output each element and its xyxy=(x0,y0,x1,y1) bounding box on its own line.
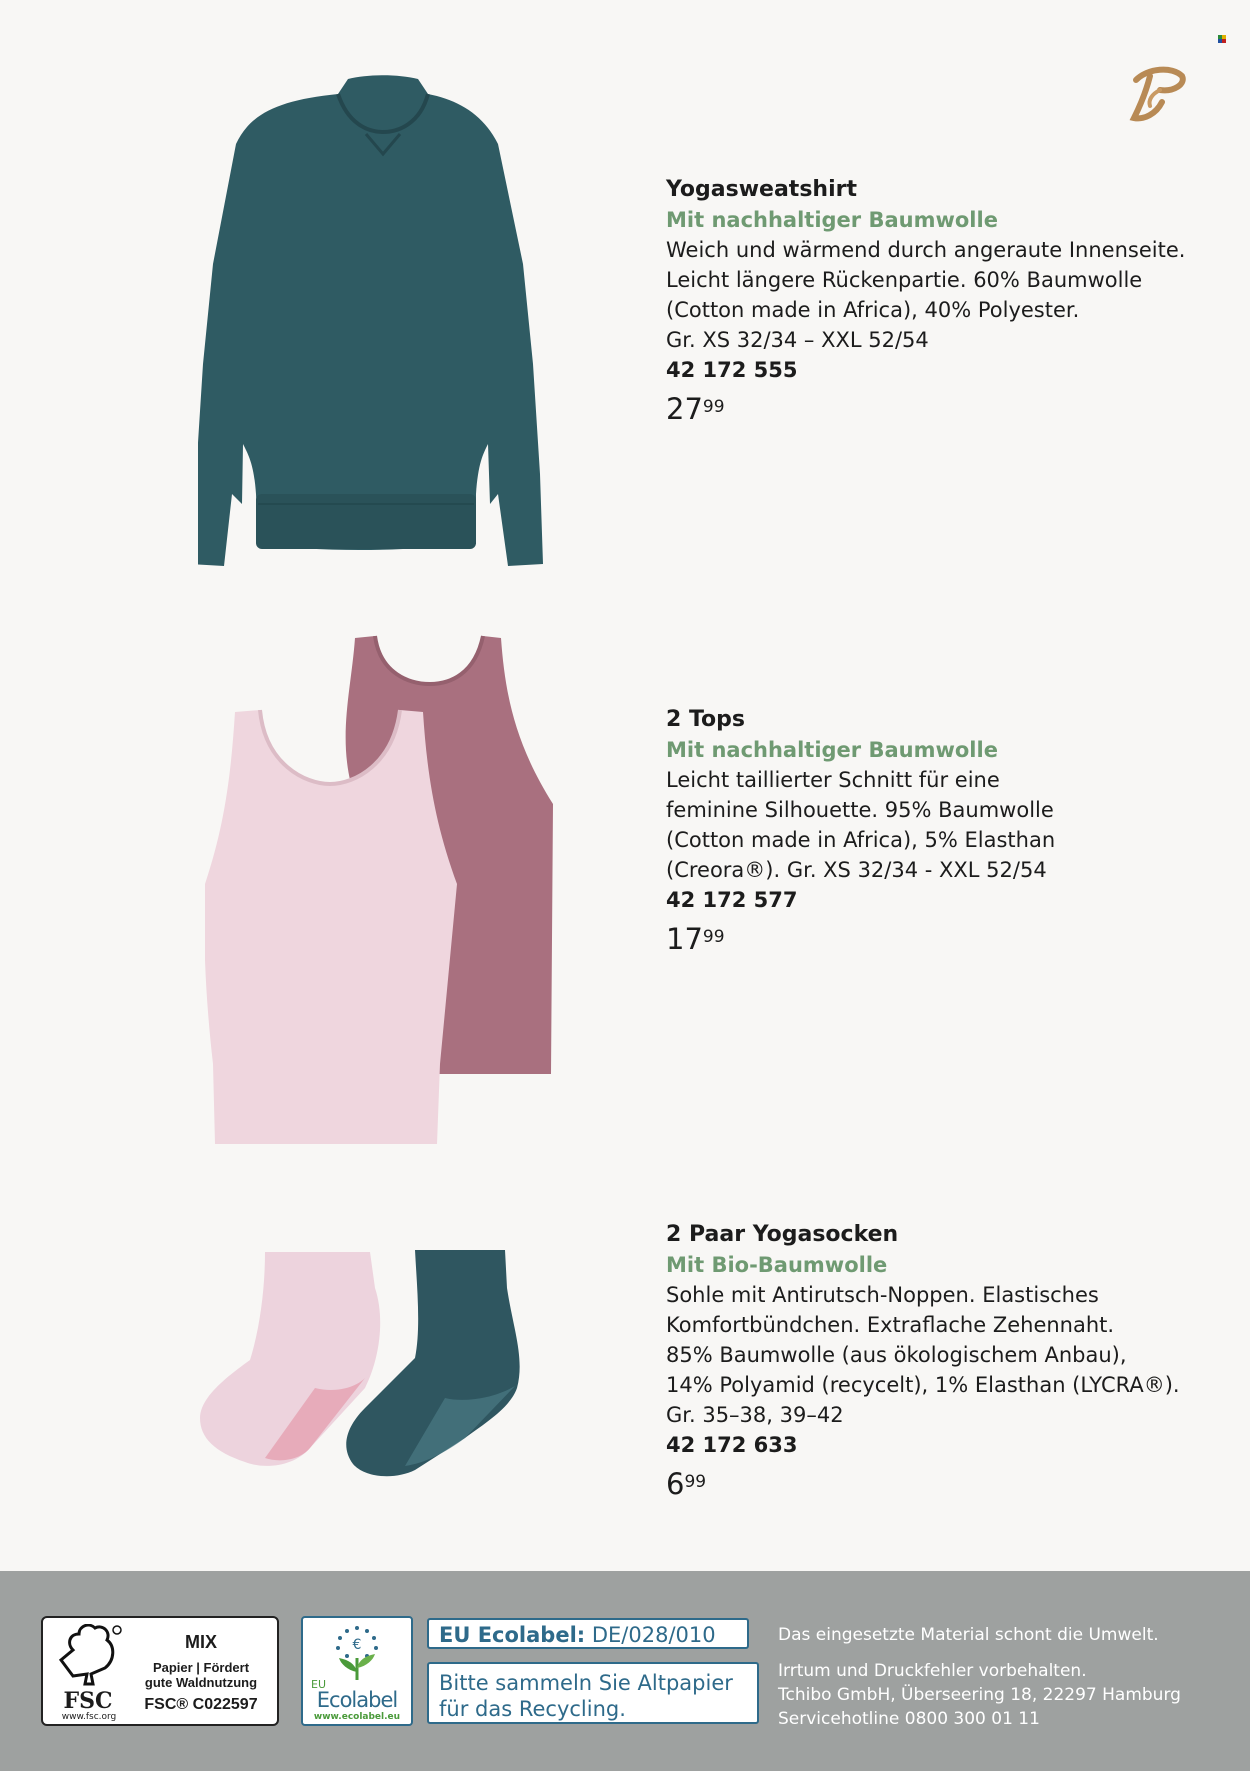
tchibo-logo-icon xyxy=(1126,62,1186,124)
footer-info-disclaimer: Irrtum und Druckfehler vorbehalten. xyxy=(778,1661,1087,1681)
recycling-box xyxy=(427,1662,759,1724)
ecolabel-code-label: EU Ecolabel: xyxy=(439,1623,586,1647)
product-subtitle: Mit nachhaltiger Baumwolle xyxy=(666,208,998,232)
ecolabel-code-value: DE/028/010 xyxy=(591,1623,716,1647)
product-title: 2 Paar Yogasocken xyxy=(666,1222,899,1247)
product-description-line: Gr. 35–38, 39–42 xyxy=(666,1403,844,1427)
ecolabel-url: www.ecolabel.eu xyxy=(313,1712,401,1722)
price-cents: 99 xyxy=(702,927,725,947)
footer-info-address: Tchibo GmbH, Überseering 18, 22297 Hamburg xyxy=(778,1685,1181,1705)
svg-text:€: € xyxy=(352,1637,362,1653)
product-subtitle: Mit nachhaltiger Baumwolle xyxy=(666,738,998,762)
ecolabel-name: Ecolabel xyxy=(316,1688,398,1712)
recycling-text-1: Bitte sammeln Sie Altpapier xyxy=(439,1671,733,1695)
product-description-line: (Cotton made in Africa), 5% Elasthan xyxy=(666,828,1056,852)
color-mark-icon xyxy=(1218,35,1226,43)
price-cents: 99 xyxy=(702,397,725,417)
product-price xyxy=(666,1466,1226,1502)
fsc-line2: gute Waldnutzung xyxy=(144,1675,258,1690)
product-price xyxy=(666,391,1226,427)
product-description-line: Gr. XS 32/34 – XXL 52/54 xyxy=(666,328,929,352)
sweatshirt-image xyxy=(198,74,568,574)
price-cents: 99 xyxy=(684,1472,707,1492)
ecolabel-flower-icon xyxy=(331,1624,383,1682)
product-article-number: 42 172 555 xyxy=(666,358,798,382)
fsc-tree-icon xyxy=(53,1624,123,1690)
price-euros: 17 xyxy=(666,922,703,956)
product-description-line: (Creora®). Gr. XS 32/34 - XXL 52/54 xyxy=(666,858,1047,882)
product-description-line: Sohle mit Antirutsch-Noppen. Elastisches xyxy=(666,1283,1099,1307)
tank-tops-image xyxy=(205,634,565,1154)
fsc-mix: MIX xyxy=(184,1632,217,1652)
product-subtitle: Mit Bio-Baumwolle xyxy=(666,1253,888,1277)
product-description-line: Weich und wärmend durch angeraute Innenseite. xyxy=(666,238,1186,262)
eu-ecolabel-logo xyxy=(301,1616,413,1726)
product-price xyxy=(666,921,1226,957)
price-euros: 6 xyxy=(666,1467,685,1501)
product-title: 2 Tops xyxy=(666,707,746,732)
ecolabel-code-box xyxy=(427,1618,749,1649)
product-description-line: Komfortbündchen. Extraflache Zehennaht. xyxy=(666,1313,1115,1337)
product-description-line: Leicht längere Rückenpartie. 60% Baumwolle xyxy=(666,268,1143,292)
product-article-number: 42 172 577 xyxy=(666,888,798,912)
product-description-line: Leicht taillierter Schnitt für eine xyxy=(666,768,1000,792)
product-description-line: 14% Polyamid (recycelt), 1% Elasthan (LYCRA®). xyxy=(666,1373,1180,1397)
fsc-code: FSC® C022597 xyxy=(144,1696,258,1713)
footer-info-hotline: Servicehotline 0800 300 01 11 xyxy=(778,1709,1040,1729)
footer-info-material: Das eingesetzte Material schont die Umwelt. xyxy=(778,1625,1159,1645)
product-description-line: 85% Baumwolle (aus ökologischem Anbau), xyxy=(666,1343,1127,1367)
fsc-url: www.fsc.org xyxy=(61,1712,117,1722)
price-euros: 27 xyxy=(666,392,703,426)
product-title: Yogasweatshirt xyxy=(666,177,857,202)
product-article-number: 42 172 633 xyxy=(666,1433,798,1457)
product-2-tops xyxy=(666,705,1226,957)
fsc-line1: Papier | Fördert xyxy=(152,1660,250,1675)
product-description-line: feminine Silhouette. 95% Baumwolle xyxy=(666,798,1054,822)
fsc-logo-text: FSC xyxy=(63,1688,113,1714)
socks-image xyxy=(195,1248,545,1478)
fsc-certificate xyxy=(41,1616,279,1726)
recycling-text-2: für das Recycling. xyxy=(439,1697,626,1721)
ecolabel-eu-text: EU xyxy=(311,1678,327,1691)
product-yogasweatshirt xyxy=(666,175,1226,427)
product-yogasocken xyxy=(666,1220,1226,1502)
product-description-line: (Cotton made in Africa), 40% Polyester. xyxy=(666,298,1080,322)
